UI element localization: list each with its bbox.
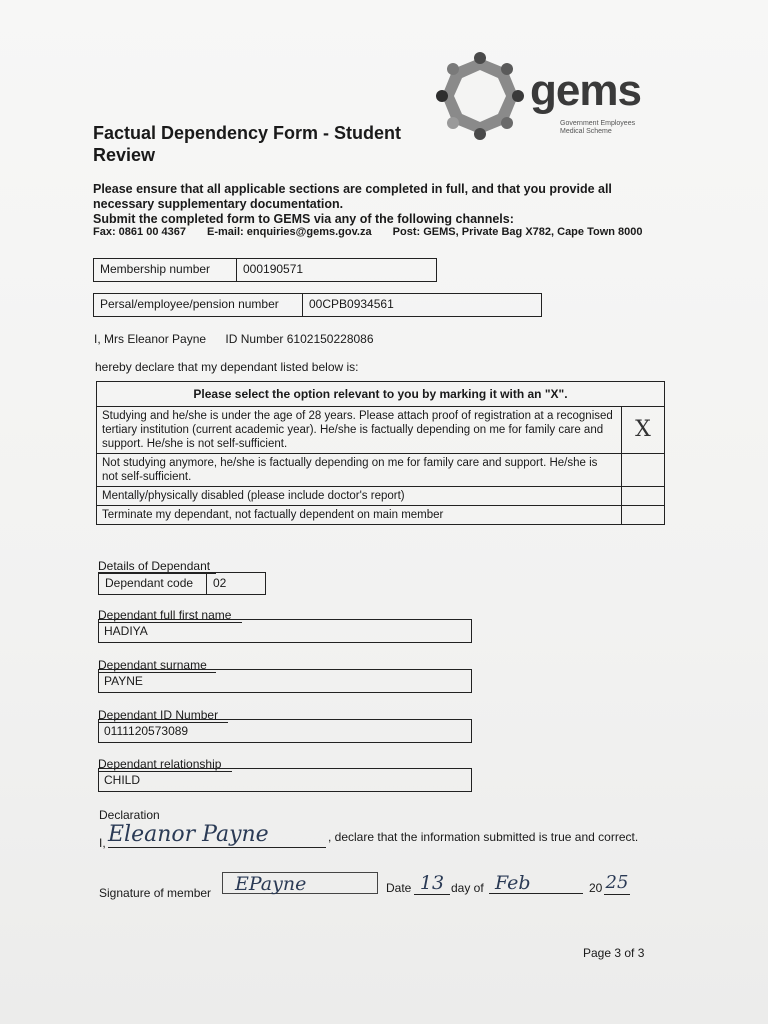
instruction-line-3: Submit the completed form to GEMS via any of the following channels: xyxy=(93,212,514,226)
declaration-statement: , declare that the information submitted is true and correct. xyxy=(328,830,639,844)
persal-number-value[interactable]: 00CPB0934561 xyxy=(309,297,394,311)
persal-number-label: Persal/employee/pension number xyxy=(94,294,303,316)
year-prefix: 20 xyxy=(589,881,603,895)
id-number-label: Dependant ID Number xyxy=(98,708,228,723)
declarant-name: I, Mrs Eleanor Payne xyxy=(94,332,207,346)
option-checkbox-not-studying[interactable] xyxy=(622,454,665,487)
gems-tagline-line2: Medical Scheme xyxy=(560,128,612,135)
option-row-disabled xyxy=(97,487,665,506)
date-month-field[interactable]: Feb xyxy=(489,872,583,894)
email-channel: E-mail: enquiries@gems.gov.za xyxy=(207,226,372,238)
surname-label: Dependant surname xyxy=(98,658,216,673)
instruction-line-2: necessary supplementary documentation. xyxy=(93,197,344,211)
title-line-2: Review xyxy=(93,145,156,165)
submission-channels xyxy=(93,226,661,238)
option-checkbox-terminate[interactable] xyxy=(622,506,665,525)
option-row-not-studying xyxy=(97,454,665,487)
options-header-row xyxy=(97,382,665,407)
signature-label: Signature of member xyxy=(99,886,212,900)
first-name-field[interactable]: HADIYA xyxy=(98,619,472,643)
first-name-label: Dependant full first name xyxy=(98,608,242,623)
option-text-not-studying: Not studying anymore, he/she is factually depending on me for family care and support. He/she is not self-sufficient. xyxy=(97,454,622,487)
gems-logo xyxy=(434,52,654,142)
relationship-label: Dependant relationship xyxy=(98,757,232,772)
option-checkbox-studying[interactable]: X xyxy=(622,407,665,454)
post-channel: Post: GEMS, Private Bag X782, Cape Town 8000 xyxy=(392,226,643,238)
title-line-1: Factual Dependency Form - Student xyxy=(93,123,402,143)
membership-number-field xyxy=(93,258,437,282)
declaration-prefix: I, xyxy=(99,836,106,850)
option-row-studying xyxy=(97,407,665,454)
page-title xyxy=(93,122,401,166)
dependant-code-field xyxy=(98,572,266,595)
dependant-section-title: Details of Dependant xyxy=(98,559,216,574)
dependency-options-table xyxy=(96,381,665,525)
gems-wordmark: gems xyxy=(530,66,641,115)
relationship-field[interactable]: CHILD xyxy=(98,768,472,792)
declarant-name-handwritten[interactable]: Eleanor Payne xyxy=(108,822,326,848)
instruction-line-1: Please ensure that all applicable sections are completed in full, and that you provide all xyxy=(93,182,612,196)
declaration-intro: hereby declare that my dependant listed below is: xyxy=(95,360,359,374)
option-checkbox-disabled[interactable] xyxy=(622,487,665,506)
date-label: Date xyxy=(386,881,412,895)
persal-number-field xyxy=(93,293,542,317)
gems-tagline-line1: Government Employees xyxy=(560,120,636,127)
date-year-field[interactable]: 25 xyxy=(605,872,629,893)
options-header: Please select the option relevant to you by marking it with an "X". xyxy=(97,382,665,407)
signature-box[interactable]: EPayne xyxy=(222,872,378,894)
declarant-id: ID Number 6102150228086 xyxy=(225,332,374,346)
day-of-label: day of xyxy=(451,881,484,895)
option-text-studying: Studying and he/she is under the age of 28 years. Please attach proof of registration at a recognised tertiary institution (current academic year). He/she is factually depending on me for family care and support. He/she is not self-sufficient. xyxy=(97,407,622,454)
surname-field[interactable]: PAYNE xyxy=(98,669,472,693)
id-number-field[interactable]: 0111120573089 xyxy=(98,719,472,743)
page-number: Page 3 of 3 xyxy=(583,946,645,960)
declaration-title: Declaration xyxy=(99,808,160,822)
dependant-code-value[interactable]: 02 xyxy=(213,576,227,590)
option-text-terminate: Terminate my dependant, not factually dependent on main member xyxy=(97,506,622,525)
option-text-disabled: Mentally/physically disabled (please include doctor's report) xyxy=(97,487,622,506)
membership-number-value[interactable]: 000190571 xyxy=(243,262,304,276)
dependant-code-label: Dependant code xyxy=(99,573,207,594)
date-day-field[interactable]: 13 xyxy=(414,872,450,895)
declarant-line xyxy=(94,332,374,346)
gems-tagline xyxy=(560,120,635,136)
fax-channel: Fax: 0861 00 4367 xyxy=(93,226,186,238)
membership-number-label: Membership number xyxy=(94,259,237,281)
instructions xyxy=(93,182,693,227)
option-row-terminate xyxy=(97,506,665,525)
